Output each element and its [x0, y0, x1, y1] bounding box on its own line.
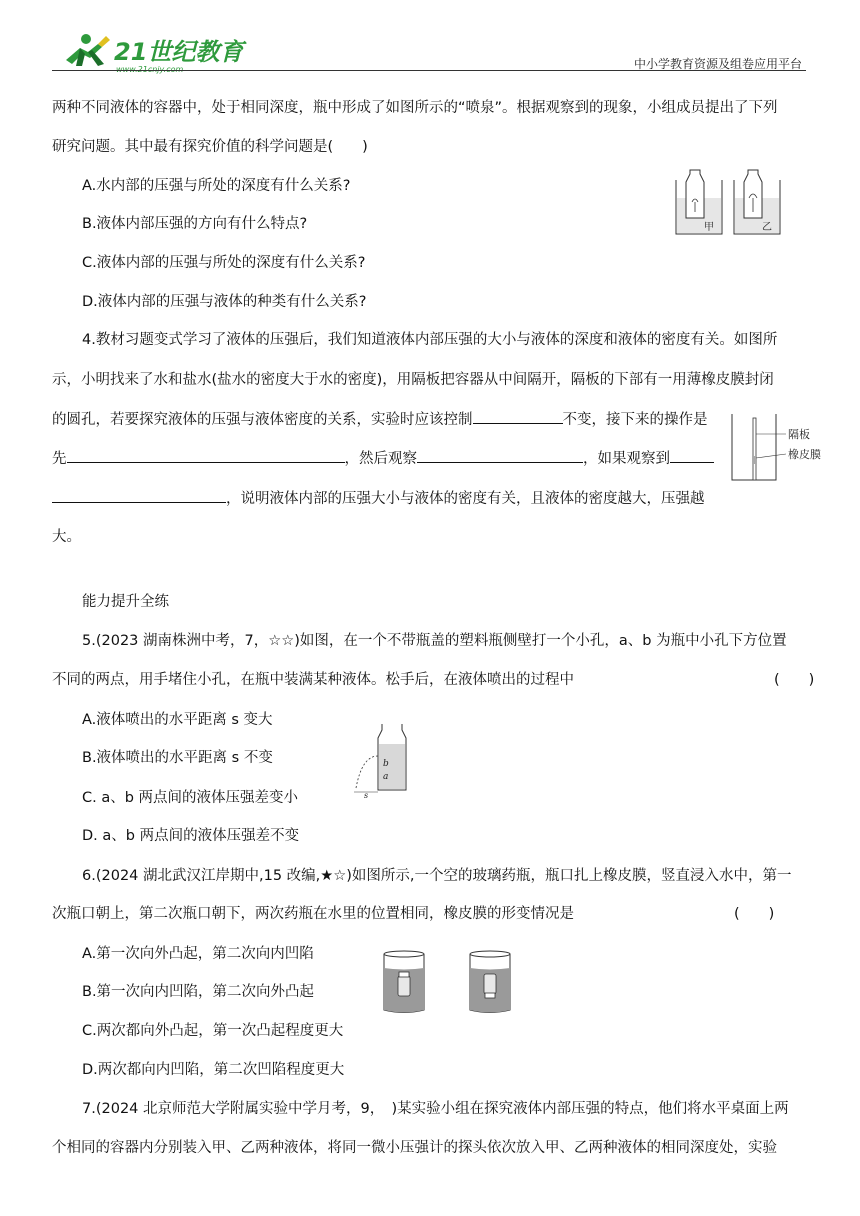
q5-bottle-figure [348, 722, 412, 798]
q7-line1: 7.(2024 北京师范大学附属实验中学月考，9， )某实验小组在探究液体内部压强的特点，他们将水平桌面上两 [82, 1101, 789, 1117]
q6-option-c: C.两次都向外凸起，第一次凸起程度更大 [82, 1023, 344, 1039]
site-logo [58, 30, 244, 74]
q5-answer-bracket: ( ) [774, 672, 815, 688]
fig-label-jia: 甲 [704, 222, 714, 233]
q4-line1: 4.教材习题变式学习了液体的压强后，我们知道液体内部压强的大小与液体的深度和液体的密度有关。如图所 [82, 332, 778, 348]
q4-blank-operation[interactable] [67, 448, 345, 463]
q6-line1: 6.(2024 湖北武汉江岸期中,15 改编,★☆)如图所示,一个空的玻璃药瓶，瓶口扎上橡皮膜，竖直浸入水中，第一 [82, 868, 792, 884]
q6-beaker-figure [380, 948, 520, 1016]
q5-option-c: C. a、b 两点间的液体压强差变小 [82, 790, 299, 806]
q4-line3-text-b: 不变，接下来的操作是 [562, 412, 708, 428]
q4-line4-text-a: 先 [52, 451, 67, 467]
q6-answer-bracket: ( ) [734, 906, 775, 922]
q3-option-a: A.水内部的压强与所处的深度有什么关系? [82, 178, 351, 194]
q4-line5-text: ，说明液体内部的压强大小与液体的密度有关，且液体的密度越大，压强越 [226, 491, 705, 507]
fig-label-membrane: 橡皮膜 [788, 448, 821, 461]
q5-option-a: A.液体喷出的水平距离 s 变大 [82, 712, 273, 728]
fig-label-b: b [383, 759, 389, 769]
q6-option-a: A.第一次向外凸起，第二次向内凹陷 [82, 946, 314, 962]
section-title: 能力提升全练 [82, 594, 169, 610]
q5-line1: 5.(2023 湖南株洲中考，7，☆☆)如图，在一个不带瓶盖的塑料瓶侧壁打一个小孔，a、b 为瓶中小孔下方位置 [82, 633, 787, 649]
q4-blank-control[interactable] [473, 409, 563, 424]
q4-line2: 示，小明找来了水和盐水(盐水的密度大于水的密度)，用隔板把容器从中间隔开，隔板的下部有一用薄橡皮膜封闭 [52, 372, 774, 388]
q3-option-c: C.液体内部的压强与所处的深度有什么关系? [82, 255, 366, 271]
q5-option-b: B.液体喷出的水平距离 s 不变 [82, 750, 273, 766]
q4-line3-text-a: 的圆孔，若要探究液体的压强与液体密度的关系，实验时应该控制 [52, 412, 473, 428]
q4-line5 [52, 488, 705, 509]
q3-option-d: D.液体内部的压强与液体的种类有什么关系? [82, 294, 367, 310]
q3-option-b: B.液体内部压强的方向有什么特点? [82, 216, 308, 232]
q4-line4-text-c: ，如果观察到 [583, 451, 670, 467]
fig-label-yi: 乙 [762, 222, 772, 233]
fig-label-s: s [364, 791, 369, 800]
q6-option-d: D.两次都向内凹陷，第二次凹陷程度更大 [82, 1062, 345, 1078]
q6-line2: 次瓶口朝上，第二次瓶口朝下，两次药瓶在水里的位置相同，橡皮膜的形变情况是 [52, 906, 574, 922]
q6-option-b: B.第一次向内凹陷，第二次向外凸起 [82, 984, 315, 1000]
q7-line2: 个相同的容器内分别装入甲、乙两种液体，将同一微小压强计的探头依次放入甲、乙两种液体的相同深度处，实验 [52, 1140, 777, 1156]
q5-option-d: D. a、b 两点间的液体压强差不变 [82, 828, 300, 844]
q4-blank-result[interactable] [52, 488, 226, 503]
header-divider [52, 70, 806, 71]
q5-line2: 不同的两点，用手堵住小孔，在瓶中装满某种液体。松手后，在液体喷出的过程中 [52, 672, 574, 688]
fig-label-a: a [383, 772, 389, 782]
q3-stem-line2: 研究问题。其中最有探究价值的科学问题是( ) [52, 139, 368, 155]
q3-stem-line1: 两种不同液体的容器中，处于相同深度，瓶中形成了如图所示的“喷泉”。根据观察到的现象，小组成员提出了下列 [52, 100, 778, 116]
q4-line3 [52, 409, 708, 430]
logo-url: www.21cnjy.com [116, 65, 184, 74]
q3-fountain-figure [674, 168, 814, 238]
q4-line6: 大。 [52, 529, 81, 545]
q4-line4-text-b: ，然后观察 [344, 451, 417, 467]
fig-label-partition: 隔板 [788, 428, 810, 441]
q4-partition-figure [728, 412, 828, 482]
q4-line4 [52, 448, 714, 469]
logo-text: 21世纪教育 [114, 38, 244, 66]
q4-blank-result-start[interactable] [670, 448, 714, 463]
q4-blank-observe[interactable] [417, 448, 583, 463]
header-platform-text: 中小学教育资源及组卷应用平台 [633, 57, 802, 71]
